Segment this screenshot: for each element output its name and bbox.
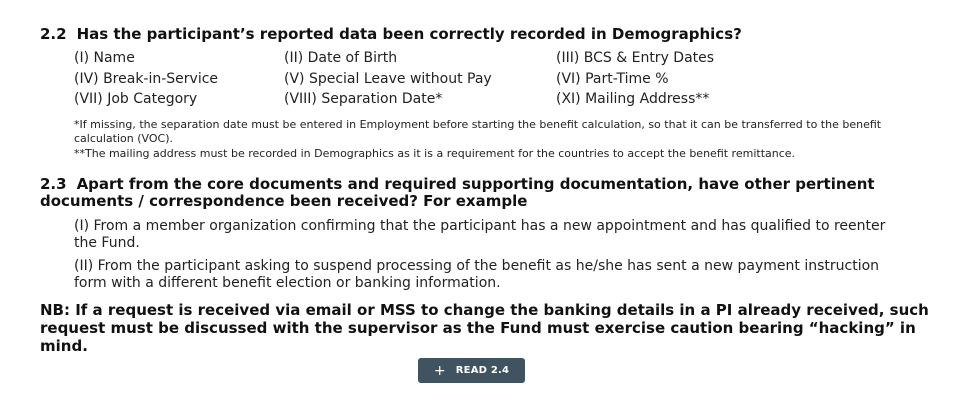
checklist-item: (II) Date of Birth <box>284 50 398 66</box>
checklist-item: (V) Special Leave without Pay <box>284 70 492 87</box>
section-2-3-number: 2.3 <box>40 175 67 193</box>
checklist-item: (I) Name <box>74 50 135 66</box>
checklist-item: (VII) Job Category <box>74 91 198 107</box>
read-2-4-label: READ 2.4 <box>455 365 510 376</box>
section-2-2-question: Has the participant’s reported data been correctly recorded in Demographics? <box>76 25 742 43</box>
demographics-checklist <box>74 49 834 109</box>
checklist-item: (VI) Part-Time % <box>556 70 669 87</box>
section-2-3-question: Apart from the core documents and required supporting documentation, have other pertinent documents / correspondence been received? For example <box>40 175 875 210</box>
checklist-item: (III) BCS & Entry Dates <box>556 50 715 66</box>
plus-icon: + <box>433 362 446 379</box>
footnote-mailing-address: **The mailing address must be recorded in Demographics as it is a requirement for the countries to accept the benefit remittance. <box>74 147 796 160</box>
checklist-item: (IV) Break-in-Service <box>74 70 219 87</box>
example-member-organization: (I) From a member organization confirming that the participant has a new appointment and has qualified to reenter the Fund. <box>74 218 886 251</box>
checklist-item: (XI) Mailing Address** <box>556 91 710 107</box>
section-2-2-heading <box>40 26 940 43</box>
checklist-item: (VIII) Separation Date* <box>284 91 443 107</box>
section-2-3-heading <box>40 176 930 210</box>
section-2-2-number: 2.2 <box>40 25 67 43</box>
nb-banking-note: NB: If a request is received via email or MSS to change the banking details in a PI already received, such request must be discussed with the supervisor as the Fund must exercise caution bearing “hacking” in mind. <box>40 301 929 355</box>
read-2-4-button[interactable] <box>418 358 525 383</box>
example-participant-suspend: (II) From the participant asking to suspend processing of the benefit as he/she has sent a new payment instruction form with a different benefit election or banking information. <box>74 258 880 291</box>
footnote-separation-date: *If missing, the separation date must be entered in Employment before starting the benefit calculation, so that it can be transferred to the benefit calculation (VOC). <box>74 118 882 145</box>
